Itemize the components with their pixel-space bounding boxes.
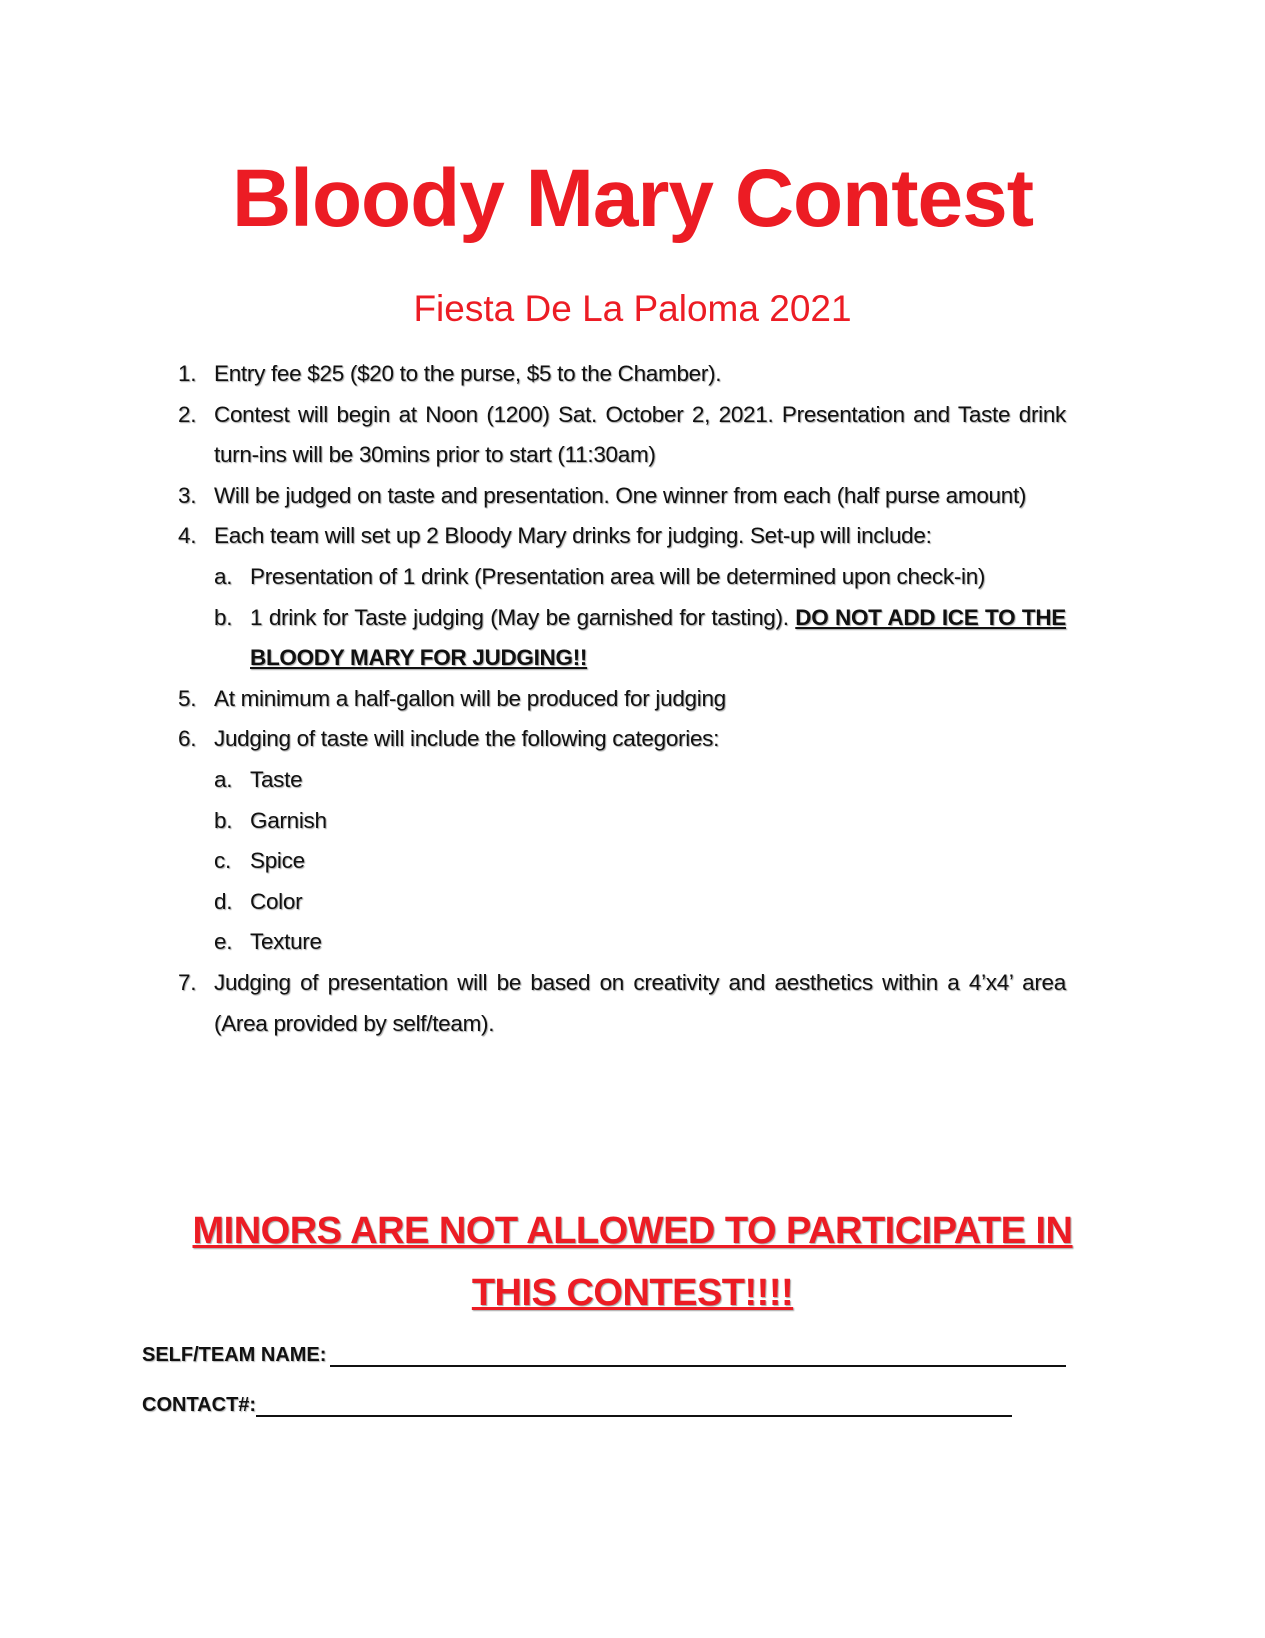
rule-item <box>178 679 1066 720</box>
subitem-text: 1 drink for Taste judging (May be garnished for tasting). <box>250 604 796 630</box>
team-name-blank[interactable] <box>330 1345 1066 1367</box>
ice-warning: DO NOT ADD ICE TO THE BLOODY MARY FOR JUDGING!! <box>250 604 1066 671</box>
subitem-letter: a. <box>214 563 233 589</box>
subitem-letter: b. <box>214 807 233 833</box>
rule-number: 3. <box>178 482 197 508</box>
team-name-label: SELF/TEAM NAME: <box>142 1344 327 1366</box>
category-text: Texture <box>250 929 322 955</box>
rule-text: Each team will set up 2 Bloody Mary drinks for judging. Set-up will include: <box>214 523 932 549</box>
subitem-text-wrap <box>250 598 1066 679</box>
subitem-letter: b. <box>214 604 233 630</box>
team-name-field[interactable] <box>142 1344 1066 1367</box>
category-text: Spice <box>250 848 305 874</box>
category-item <box>178 922 1066 963</box>
minors-warning <box>0 1200 1265 1324</box>
rule-text: Will be judged on taste and presentation. One winner from each (half purse amount) <box>214 482 1027 508</box>
contact-blank[interactable] <box>256 1395 1012 1417</box>
rule-number: 7. <box>178 969 197 995</box>
subitem-letter: a. <box>214 766 233 792</box>
category-item <box>178 882 1066 923</box>
rule-item <box>178 476 1066 517</box>
rule-item <box>178 516 1066 557</box>
minors-warning-line1: MINORS ARE NOT ALLOWED TO PARTICIPATE IN <box>192 1210 1073 1252</box>
minors-warning-line2: THIS CONTEST!!!! <box>471 1272 794 1314</box>
rule-text: Judging of taste will include the following categories: <box>214 726 720 752</box>
rule-text: Judging of presentation will be based on creativity and aesthetics within a 4’x4’ area (Area provided by self/team). <box>214 969 1066 1036</box>
subitem-text: Presentation of 1 drink (Presentation area will be determined upon check-in) <box>250 563 986 589</box>
rule-item <box>178 963 1066 1044</box>
rule-subitem <box>178 598 1066 679</box>
rule-number: 4. <box>178 523 197 549</box>
rule-item <box>178 395 1066 476</box>
contact-field[interactable] <box>142 1394 1012 1417</box>
rule-number: 6. <box>178 726 197 752</box>
rule-text: Contest will begin at Noon (1200) Sat. October 2, 2021. Presentation and Taste drink turn-ins will be 30mins prior to start (11:30am) <box>214 401 1066 468</box>
category-text: Garnish <box>250 807 327 833</box>
category-item <box>178 760 1066 801</box>
rule-number: 2. <box>178 401 197 427</box>
category-text: Color <box>250 888 303 914</box>
subitem-letter: d. <box>214 888 233 914</box>
rule-number: 5. <box>178 685 197 711</box>
rule-text: Entry fee $25 ($20 to the purse, $5 to the Chamber). <box>214 361 722 386</box>
rule-item <box>178 354 1066 395</box>
rule-number: 1. <box>178 361 197 386</box>
rule-item <box>178 719 1066 760</box>
contact-label: CONTACT#: <box>142 1394 257 1416</box>
rule-text: At minimum a half-gallon will be produced for judging <box>214 685 726 711</box>
category-item <box>178 801 1066 842</box>
rules-list <box>178 354 1066 1044</box>
subitem-letter: e. <box>214 929 233 955</box>
category-text: Taste <box>250 766 303 792</box>
subitem-letter: c. <box>214 848 231 874</box>
page-title: Bloody Mary Contest <box>231 153 1034 244</box>
rule-subitem <box>178 557 1066 598</box>
event-subtitle: Fiesta De La Paloma 2021 <box>413 288 852 329</box>
category-item <box>178 841 1066 882</box>
